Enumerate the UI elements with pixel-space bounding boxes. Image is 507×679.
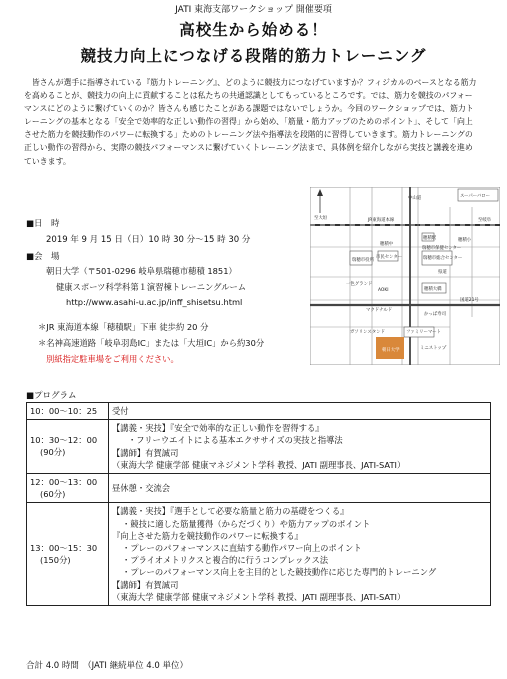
time-cell: 10：00～10：25 (27, 403, 109, 420)
map-label: 穂積駅 (423, 236, 437, 241)
map-label: 至大垣 (314, 216, 328, 221)
total-hours: 合計 4.0 時間 （JATI 継続単位 4.0 単位） (26, 661, 189, 671)
map-label: かっぱ寿司 (424, 312, 446, 317)
map-label: スーパーバロー (460, 194, 491, 199)
date-label: ■日 時 (26, 219, 60, 229)
map-label: 穂積中 (380, 242, 394, 247)
venue-url-link[interactable]: http://www.asahi-u.ac.jp/inff_shisetsu.html (66, 297, 243, 307)
intro-paragraph: 皆さんが選手に指導されている『筋力トレーニング』、どのように競技力につなげていますか？フィジカルのベースとなる筋力を高めることが、競技力の向上に貢献することは私たちの共通認識としてもっているところです。では、筋力を競技のパフォーマンスにどのように繋げていくのか？皆さんも感じたことがある課題ではないでしょうか。今回のワークショップでは、筋力トレーニングの基本となる「安全で効率的な正しい動作の習得」から始め、「筋量・筋力アップのためのポイント」、そして「向上させた筋力を競技動作のパワーに転換する」ためのトレーニング法や指導法を段階的に習得していきます。筋力トレーニングの正しい動作の習得から、実際の競技パフォーマンスに繋げていくトレーニング法まで、具体例を紹介しながら実技と講義を進めていきます。 (24, 78, 477, 166)
title-line-2: 競技力向上につなげる段階的筋力トレーニング (80, 47, 427, 65)
document-header: JATI 東海支部ワークショップ 開催要項 (175, 5, 332, 15)
venue-room: 健康スポーツ科学科第１演習棟トレーニングルーム (56, 282, 247, 292)
venue-label: ■会 場 (26, 252, 60, 262)
content-cell: 【講義・実技】『安全で効率的な正しい動作を習得する』 ・フリーウエイトによる基本エクササイズの実技と指導法 【講師】有賀誠司 （東海大学 健康学部 健康マネジメント学科 教授、JATI 副理事長、JATI-SATI） (109, 420, 491, 474)
access-map (310, 187, 500, 365)
table-row (27, 503, 491, 606)
venue-name: 朝日大学（〒501-0296 岐阜県瑞穂市穂積 1851） (46, 266, 237, 276)
map-label: 国道21号 (460, 298, 479, 303)
table-row (27, 474, 491, 503)
program-table (26, 402, 491, 606)
map-label: 一色グランド (346, 282, 373, 287)
map-label: ガソリンスタンド (350, 330, 385, 335)
map-label: 瑞穂市保健センター (422, 246, 462, 251)
map-label: 朝日大学 (382, 348, 400, 353)
table-row (27, 420, 491, 474)
map-label: 穂積小 (458, 238, 472, 243)
map-label: 県道 (438, 270, 447, 275)
content-cell: 【講義・実技】『選手として必要な筋量と筋力の基礎をつくる』 ・競技に適した筋量獲得（からだづくり）や筋力アップのポイント 『向上させた筋力を競技動作のパワーに転換する』 ・プレーのパフォーマンスに直結する動作パワー向上のポイント ・プライオメトリクスと複合的に行うコンプレックス法 ・プレーのパフォーマンス向上を主目的とした競技動作に応じた専門的トレーニング 【講師】有賀誠司 （東海大学 健康学部 健康マネジメント学科 教授、JATI 副理事長、JATI-SATI） (109, 503, 491, 606)
map-label: AOKI (378, 288, 389, 293)
parking-notice: 別紙指定駐車場をご利用ください。 (46, 354, 179, 364)
date-value: 2019 年 9 月 15 日（日）10 時 30 分～15 時 30 分 (46, 235, 251, 245)
map-label: 市民センター (376, 255, 403, 260)
time-cell: 13：00～15：30 (150分) (27, 503, 109, 606)
map-label: マクドナルド (366, 308, 393, 313)
map-label: ミニストップ (420, 346, 447, 351)
map-label: ファミリーマート (406, 330, 442, 335)
map-label: JR東海道本線 (368, 218, 395, 223)
map-label: 至岐阜 (478, 218, 492, 223)
title-line-1: 高校生から始める！ (179, 21, 328, 39)
content-cell: 昼休憩・交流会 (109, 474, 491, 503)
time-cell: 12：00～13：00 (60分) (27, 474, 109, 503)
access-train: ＊JR 東海道本線「穂積駅」下車 徒歩約 20 分 (38, 322, 209, 332)
content-cell: 受付 (109, 403, 491, 420)
program-label: ■プログラム (26, 391, 77, 401)
map-label: 中山道 (408, 196, 422, 201)
map-label: 穂積大橋 (424, 287, 442, 292)
map-label: 瑞穂市役所 (352, 258, 374, 263)
access-car: ＊名神高速道路「岐阜羽島IC」または「大垣IC」から約30分 (38, 338, 265, 348)
map-label: 瑞穂市総合センター (423, 256, 463, 261)
time-cell: 10：30～12：00 (90分) (27, 420, 109, 474)
table-row (27, 403, 491, 420)
